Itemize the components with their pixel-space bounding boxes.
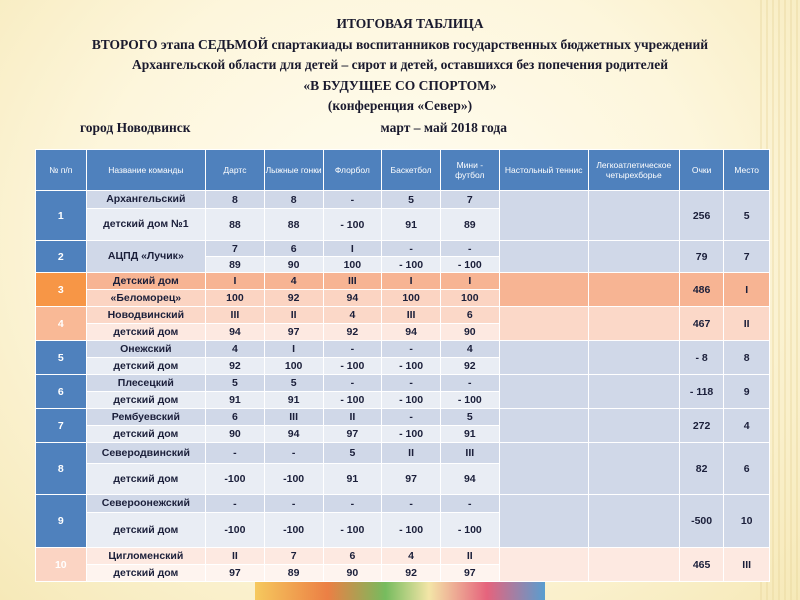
score-cell: - 100 <box>382 392 441 409</box>
points-cell: 272 <box>679 409 724 443</box>
row-number: 2 <box>36 241 87 273</box>
place-cell: 6 <box>206 409 265 426</box>
place-cell: - <box>382 375 441 392</box>
table-header-row <box>36 150 770 191</box>
table-tennis-cell <box>499 548 588 582</box>
row-number: 4 <box>36 307 87 341</box>
column-header-minifootball: Мини - футбол <box>440 150 499 191</box>
place-cell: II <box>382 443 441 464</box>
table-row <box>36 191 770 209</box>
points-cell: -500 <box>679 495 724 548</box>
score-cell: - 100 <box>440 257 499 273</box>
table-tennis-cell <box>499 443 588 495</box>
row-number: 10 <box>36 548 87 582</box>
place-cell: - <box>323 495 382 513</box>
place-cell: 7 <box>206 241 265 257</box>
score-cell: 94 <box>264 426 323 443</box>
score-cell: 91 <box>323 464 382 495</box>
place-cell: III <box>440 443 499 464</box>
place-cell: 6 <box>440 307 499 324</box>
team-name-line2: детский дом <box>86 324 205 341</box>
row-number: 1 <box>36 191 87 241</box>
place-cell: 8 <box>264 191 323 209</box>
row-number: 6 <box>36 375 87 409</box>
place-cell: 4 <box>382 548 441 565</box>
table-tennis-cell <box>499 307 588 341</box>
column-header-tabletennis: Настольный теннис <box>499 150 588 191</box>
results-body <box>36 191 770 582</box>
column-header-num: № п/п <box>36 150 87 191</box>
final-place-cell: 6 <box>724 443 770 495</box>
column-header-ski: Лыжные гонки <box>264 150 323 191</box>
place-cell: II <box>323 409 382 426</box>
score-cell: -100 <box>206 464 265 495</box>
team-name: Плесецкий <box>86 375 205 392</box>
score-cell: 100 <box>382 290 441 307</box>
score-cell: 97 <box>264 324 323 341</box>
points-cell: - 118 <box>679 375 724 409</box>
team-name: Онежский <box>86 341 205 358</box>
place-cell: 5 <box>323 443 382 464</box>
table-tennis-cell <box>499 241 588 273</box>
table-tennis-cell <box>499 495 588 548</box>
place-cell: II <box>264 307 323 324</box>
place-cell: 6 <box>264 241 323 257</box>
column-header-athletics: Легкоатлетическое четырехборье <box>588 150 679 191</box>
final-place-cell: 10 <box>724 495 770 548</box>
score-cell: 88 <box>206 209 265 241</box>
final-place-cell: III <box>724 548 770 582</box>
team-name-line2: детский дом <box>86 358 205 375</box>
row-number: 3 <box>36 273 87 307</box>
table-tennis-cell <box>499 375 588 409</box>
team-name: Архангельский <box>86 191 205 209</box>
score-cell: - 100 <box>382 257 441 273</box>
score-cell: 92 <box>323 324 382 341</box>
team-name: АЦПД «Лучик» <box>86 241 205 273</box>
team-name: Северодвинский <box>86 443 205 464</box>
place-cell: I <box>440 273 499 290</box>
team-name-line2: детский дом <box>86 464 205 495</box>
place-cell: - <box>206 495 265 513</box>
score-cell: 94 <box>440 464 499 495</box>
place-cell: 5 <box>382 191 441 209</box>
row-number: 5 <box>36 341 87 375</box>
team-name-line2: детский дом <box>86 565 205 582</box>
score-cell: 92 <box>440 358 499 375</box>
team-name-line2: «Беломорец» <box>86 290 205 307</box>
team-name: Рембуевский <box>86 409 205 426</box>
score-cell: 97 <box>440 565 499 582</box>
place-cell: 4 <box>440 341 499 358</box>
document-header <box>20 14 780 138</box>
score-cell: 91 <box>206 392 265 409</box>
place-cell: 5 <box>264 375 323 392</box>
place-cell: 4 <box>264 273 323 290</box>
place-cell: I <box>323 241 382 257</box>
place-cell: - <box>323 191 382 209</box>
points-cell: 256 <box>679 191 724 241</box>
row-number: 8 <box>36 443 87 495</box>
place-cell: - <box>440 241 499 257</box>
table-row <box>36 443 770 464</box>
score-cell: 100 <box>440 290 499 307</box>
team-name: Новодвинский <box>86 307 205 324</box>
place-cell: - <box>323 341 382 358</box>
header-line-motto: «В БУДУЩЕЕ СО СПОРТОМ» <box>303 77 497 93</box>
score-cell: 91 <box>264 392 323 409</box>
score-cell: 94 <box>382 324 441 341</box>
place-cell: II <box>440 548 499 565</box>
place-cell: - <box>440 375 499 392</box>
score-cell: 91 <box>440 426 499 443</box>
place-cell: I <box>382 273 441 290</box>
score-cell: 89 <box>206 257 265 273</box>
score-cell: 90 <box>323 565 382 582</box>
final-place-cell: 8 <box>724 341 770 375</box>
score-cell: 94 <box>206 324 265 341</box>
place-cell: - <box>382 241 441 257</box>
column-header-darts: Дартс <box>206 150 265 191</box>
score-cell: -100 <box>264 464 323 495</box>
team-name: Детский дом <box>86 273 205 290</box>
athletics-cell <box>588 241 679 273</box>
team-name-line2: детский дом <box>86 392 205 409</box>
final-place-cell: I <box>724 273 770 307</box>
row-number: 9 <box>36 495 87 548</box>
score-cell: 92 <box>206 358 265 375</box>
table-tennis-cell <box>499 273 588 307</box>
score-cell: - 100 <box>323 513 382 548</box>
final-place-cell: II <box>724 307 770 341</box>
header-meta-row <box>20 118 780 139</box>
score-cell: 97 <box>382 464 441 495</box>
table-row <box>36 241 770 257</box>
score-cell: 90 <box>206 426 265 443</box>
place-cell: 4 <box>206 341 265 358</box>
score-cell: - 100 <box>382 513 441 548</box>
place-cell: - <box>206 443 265 464</box>
final-place-cell: 5 <box>724 191 770 241</box>
score-cell: - 100 <box>323 209 382 241</box>
score-cell: - 100 <box>323 358 382 375</box>
table-tennis-cell <box>499 341 588 375</box>
place-cell: - <box>264 443 323 464</box>
header-title: ИТОГОВАЯ ТАБЛИЦА <box>336 16 484 31</box>
place-cell: - <box>323 375 382 392</box>
header-line-stage: ВТОРОГО этапа СЕДЬМОЙ спартакиады воспитанников государственных бюджетных учреждений <box>91 36 709 52</box>
score-cell: 100 <box>323 257 382 273</box>
table-tennis-cell <box>499 191 588 241</box>
table-tennis-cell <box>499 409 588 443</box>
score-cell: 94 <box>323 290 382 307</box>
team-name-line2: детский дом <box>86 513 205 548</box>
row-number: 7 <box>36 409 87 443</box>
team-name: Цигломенский <box>86 548 205 565</box>
final-place-cell: 7 <box>724 241 770 273</box>
results-table <box>35 149 770 582</box>
header-city: город Новодвинск <box>80 119 191 135</box>
place-cell: I <box>264 341 323 358</box>
table-row <box>36 341 770 358</box>
athletics-cell <box>588 341 679 375</box>
place-cell: 7 <box>264 548 323 565</box>
score-cell: - 100 <box>440 513 499 548</box>
table-row <box>36 495 770 513</box>
score-cell: 100 <box>206 290 265 307</box>
score-cell: - 100 <box>382 426 441 443</box>
score-cell: 92 <box>382 565 441 582</box>
score-cell: 97 <box>323 426 382 443</box>
place-cell: I <box>206 273 265 290</box>
place-cell: 6 <box>323 548 382 565</box>
points-cell: 79 <box>679 241 724 273</box>
athletics-cell <box>588 375 679 409</box>
place-cell: 5 <box>440 409 499 426</box>
team-name: Североонежский <box>86 495 205 513</box>
table-row <box>36 273 770 290</box>
table-row <box>36 409 770 426</box>
score-cell: 92 <box>264 290 323 307</box>
place-cell: II <box>206 548 265 565</box>
table-row <box>36 375 770 392</box>
athletics-cell <box>588 548 679 582</box>
place-cell: - <box>382 495 441 513</box>
place-cell: III <box>206 307 265 324</box>
place-cell: III <box>382 307 441 324</box>
header-line-conference: (конференция «Север») <box>327 98 473 113</box>
athletics-cell <box>588 191 679 241</box>
athletics-cell <box>588 307 679 341</box>
score-cell: - 100 <box>382 358 441 375</box>
team-name-line2: детский дом №1 <box>86 209 205 241</box>
score-cell: 97 <box>206 565 265 582</box>
points-cell: 465 <box>679 548 724 582</box>
place-cell: - <box>440 495 499 513</box>
column-header-team: Название команды <box>86 150 205 191</box>
score-cell: 90 <box>440 324 499 341</box>
column-header-floorball: Флорбол <box>323 150 382 191</box>
final-place-cell: 9 <box>724 375 770 409</box>
table-row <box>36 307 770 324</box>
score-cell: 90 <box>264 257 323 273</box>
place-cell: 8 <box>206 191 265 209</box>
header-line-region: Архангельской области для детей – сирот и детей, оставшихся без попечения родителей <box>132 57 668 72</box>
score-cell: 100 <box>264 358 323 375</box>
header-dates: март – май 2018 года <box>380 119 507 135</box>
points-cell: - 8 <box>679 341 724 375</box>
points-cell: 467 <box>679 307 724 341</box>
place-cell: 7 <box>440 191 499 209</box>
athletics-cell <box>588 495 679 548</box>
place-cell: 5 <box>206 375 265 392</box>
place-cell: - <box>264 495 323 513</box>
score-cell: - 100 <box>323 392 382 409</box>
score-cell: 91 <box>382 209 441 241</box>
points-cell: 486 <box>679 273 724 307</box>
column-header-points: Очки <box>679 150 724 191</box>
athletics-cell <box>588 443 679 495</box>
points-cell: 82 <box>679 443 724 495</box>
score-cell: 89 <box>264 565 323 582</box>
score-cell: 88 <box>264 209 323 241</box>
place-cell: III <box>264 409 323 426</box>
score-cell: -100 <box>206 513 265 548</box>
table-row <box>36 548 770 565</box>
place-cell: - <box>382 409 441 426</box>
athletics-cell <box>588 273 679 307</box>
column-header-place: Место <box>724 150 770 191</box>
athletics-cell <box>588 409 679 443</box>
place-cell: 4 <box>323 307 382 324</box>
team-name-line2: детский дом <box>86 426 205 443</box>
score-cell: -100 <box>264 513 323 548</box>
score-cell: - 100 <box>440 392 499 409</box>
place-cell: III <box>323 273 382 290</box>
column-header-basketball: Баскетбол <box>382 150 441 191</box>
score-cell: 89 <box>440 209 499 241</box>
final-place-cell: 4 <box>724 409 770 443</box>
place-cell: - <box>382 341 441 358</box>
